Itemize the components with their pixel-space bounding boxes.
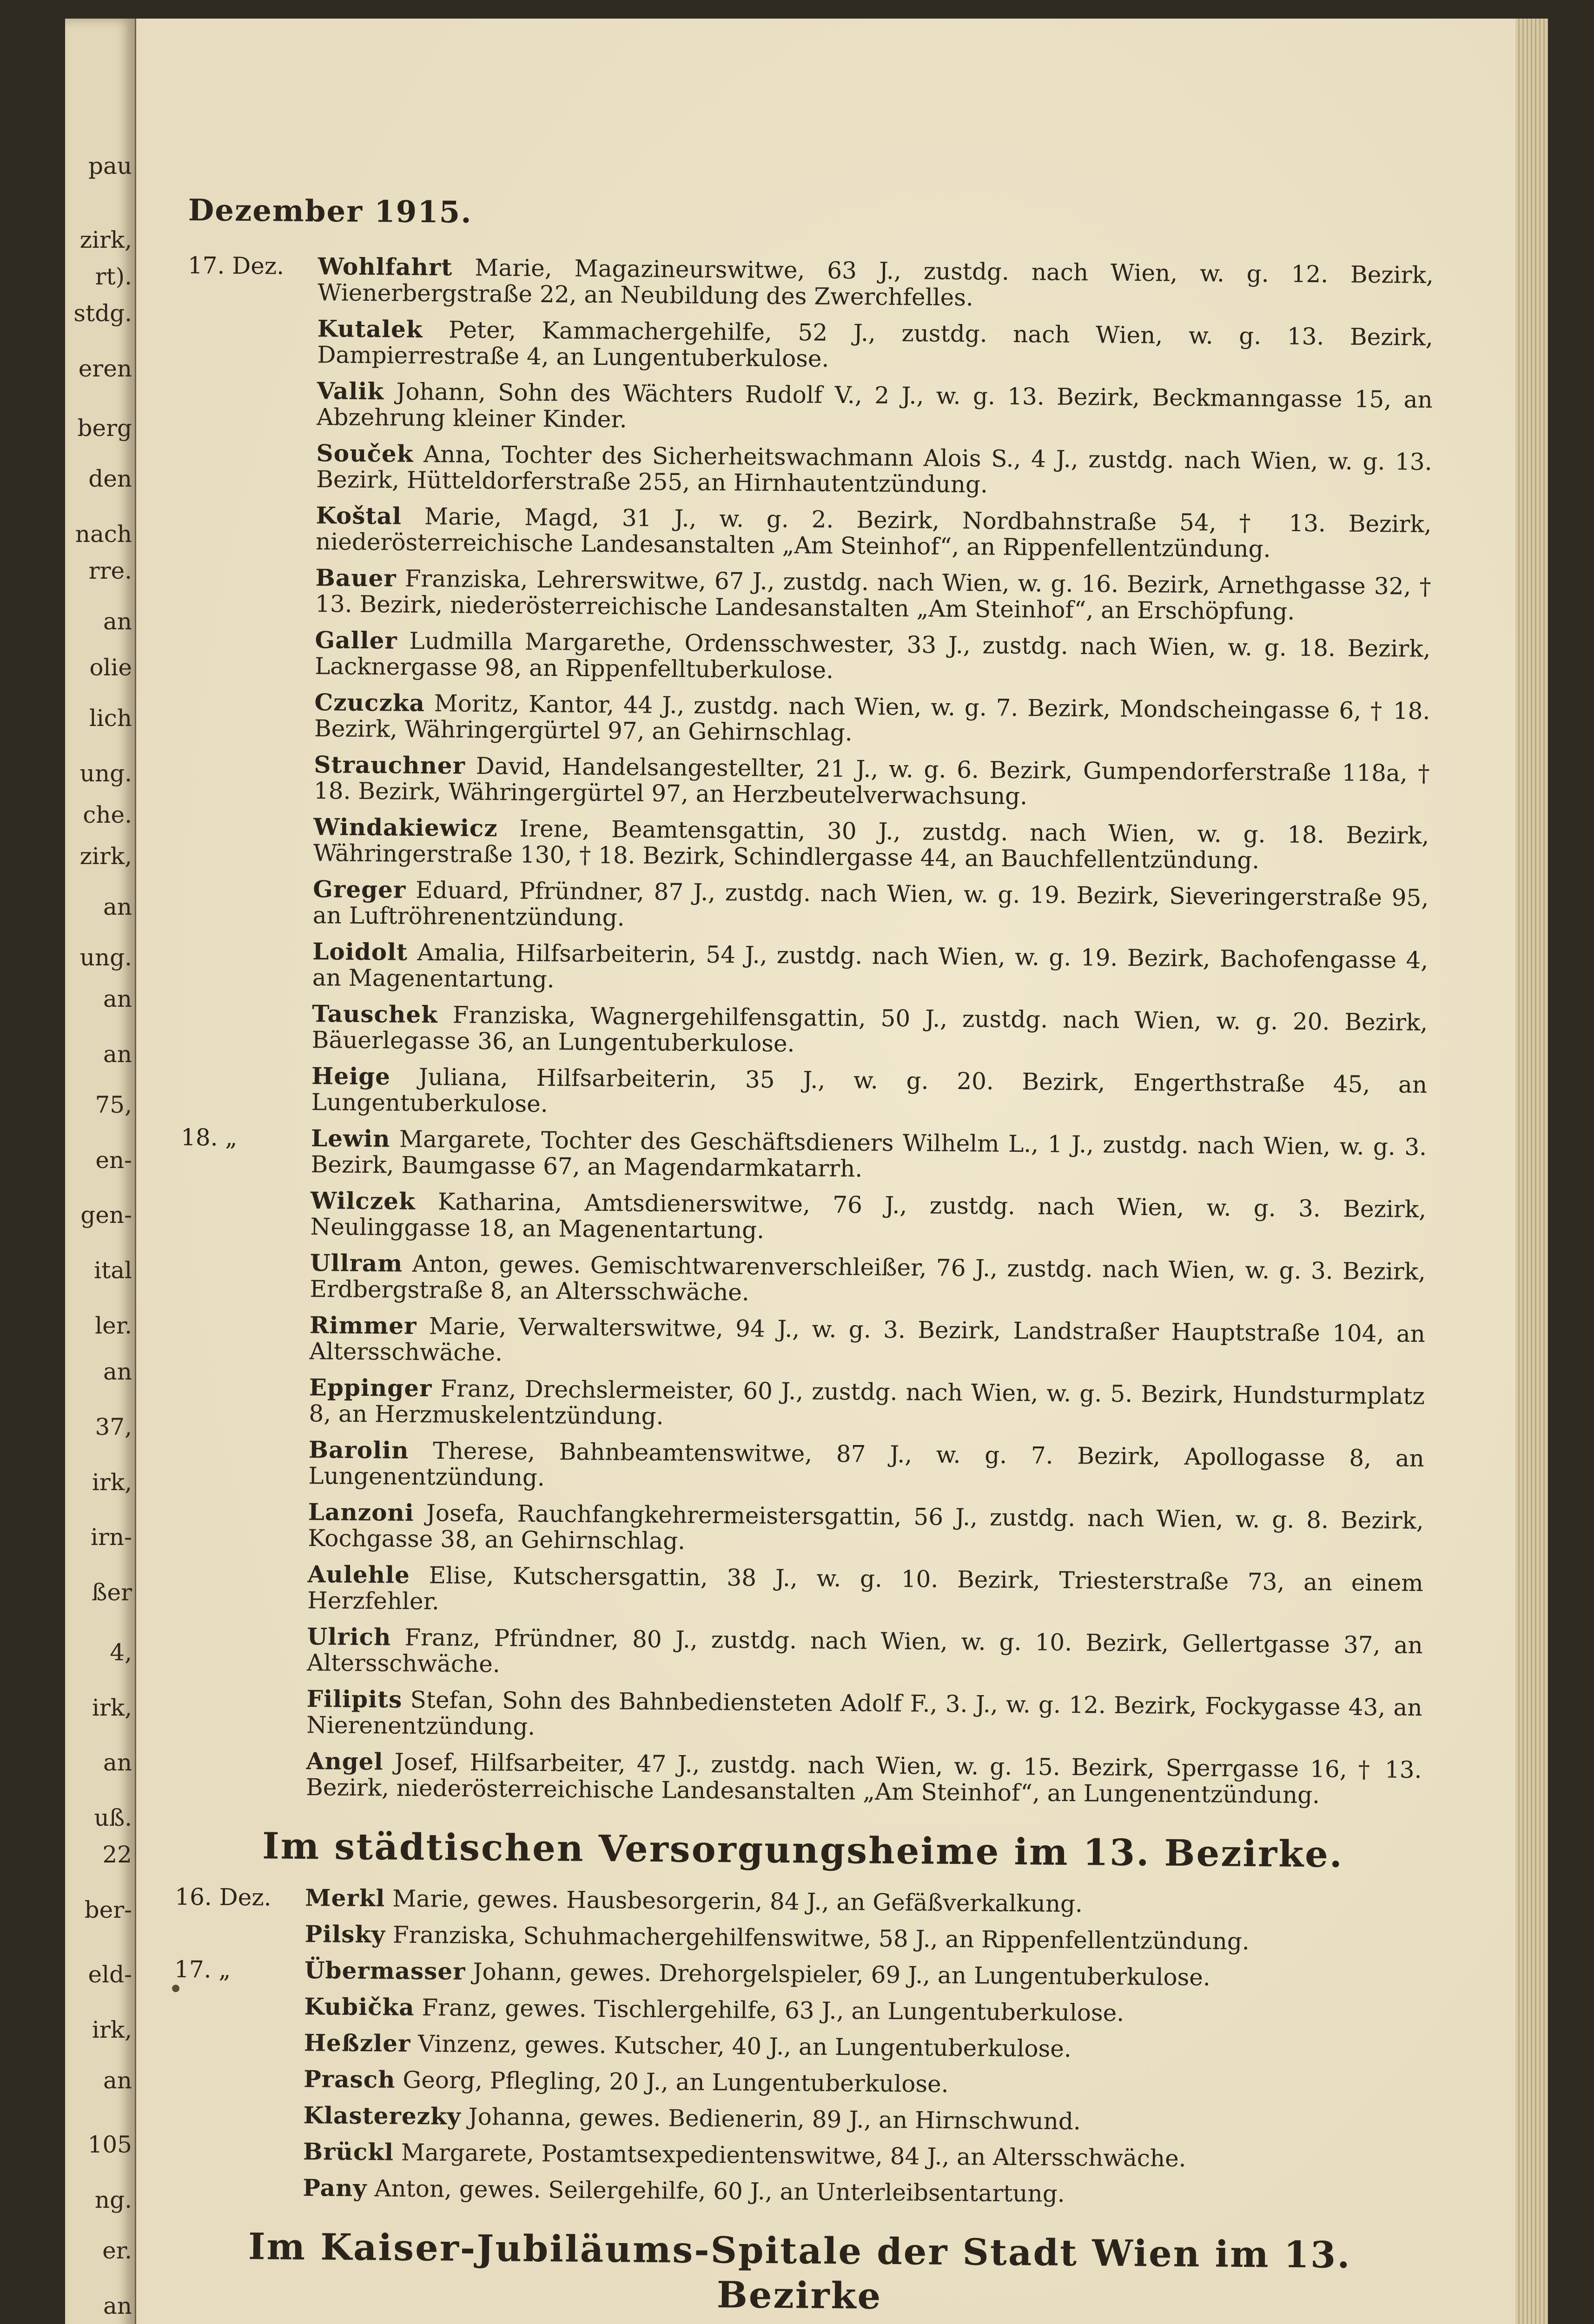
margin-fragment: stdg.: [73, 299, 132, 327]
margin-fragment: ber-: [84, 1896, 132, 1924]
margin-fragment: berg: [77, 415, 132, 442]
entry-date: [174, 2029, 299, 2030]
margin-fragment: olie: [89, 654, 132, 681]
entry-details: Franz, Drechslermeister, 60 J., zustdg. nach Wien, w. g. 5. Bezirk, Hundsturmplatz 8, an Herzmuskelentzündung.: [309, 1375, 1425, 1430]
entry-date: [185, 688, 310, 689]
entry-surname: Valik: [317, 377, 384, 405]
entry-date: [179, 1311, 305, 1312]
entry-details: Therese, Bahnbeamtenswitwe, 87 J., w. g. 7. Bezirk, Apollogasse 8, an Lungenentzündung.: [308, 1437, 1425, 1492]
death-entry: [179, 1311, 1435, 1373]
entry-date: [176, 1747, 302, 1748]
entry-details: Johann, Sohn des Wächters Rudolf V., 2 J., w. g. 13. Bezirk, Beckmanngasse 15, an Abzehrung kleiner Kinder.: [317, 378, 1433, 433]
margin-fragment: 22: [102, 1841, 132, 1868]
margin-fragment: rt).: [95, 263, 132, 290]
margin-fragment: pau: [88, 152, 132, 180]
register-content: [166, 193, 1443, 2324]
entry-details: Marie, Magazineurswitwe, 63 J., zustdg. nach Wien, w. g. 12. Bezirk, Wienerbergstraße 22, an Neubildung des Zwerchfelles.: [317, 254, 1434, 311]
margin-fragment: 105: [87, 2131, 132, 2159]
entry-date: [174, 1993, 300, 1994]
entry-surname: Tauschek: [311, 1000, 438, 1029]
death-entry: [178, 1436, 1434, 1498]
margin-fragment: ler.: [95, 1312, 132, 1339]
entry-date: [173, 2174, 298, 2175]
entry-details: Margarete, Tochter des Geschäftsdieners Wilhelm L., 1 J., zustdg. nach Wien, w. g. 3. Bezirk, Baumgasse 67, an Magendarmkatarrh.: [311, 1125, 1427, 1182]
margin-fragment: ung.: [79, 759, 132, 787]
entry-date: 17. Dez.: [187, 251, 284, 280]
margin-fragment: che.: [83, 801, 132, 828]
death-entry: [186, 377, 1442, 439]
entry-details: Johanna, gewes. Bedienerin, 89 J., an Hirnschwund.: [468, 2103, 1081, 2135]
entry-date: [178, 1498, 304, 1499]
margin-fragment: ng.: [94, 2186, 132, 2213]
death-entry: [183, 875, 1438, 937]
death-entry: [173, 2138, 1428, 2173]
entry-surname: Koštal: [316, 502, 402, 530]
entry-details: Amalia, Hilfsarbeiterin, 54 J., zustdg. nach Wien, w. g. 19. Bezirk, Bachofengasse 4, an Magenentartung.: [312, 938, 1429, 993]
entry-details: Stefan, Sohn des Bahnbediensteten Adolf F., 3. J., w. g. 12. Bezirk, Fockygasse 43, an Nierenentzündung.: [306, 1686, 1422, 1740]
entry-details: Elise, Kutschersgattin, 38 J., w. g. 10. Bezirk, Triesterstraße 73, an einem Herzfehler.: [307, 1562, 1423, 1615]
entry-details: Georg, Pflegling, 20 J., an Lungentuberkulose.: [403, 2066, 949, 2098]
death-entry: [179, 1249, 1435, 1311]
margin-fragment: ßer: [92, 1579, 132, 1606]
entry-details: Juliana, Hilfsarbeiterin, 35 J., w. g. 20. Bezirk, Engerthstraße 45, an Lungentuberkulose.: [311, 1063, 1428, 1118]
entry-surname: Ulrich: [307, 1623, 391, 1651]
entry-date: [182, 1000, 307, 1001]
entry-date: [173, 2101, 299, 2102]
entry-details: Irene, Beamtensgattin, 30 J., zustdg. nach Wien, w. g. 18. Bezirk, Währingerstraße 130, † 18. Bezirk, Schindlergasse 44, an Bauchfellentzündung.: [313, 815, 1429, 874]
death-entry: [187, 252, 1443, 314]
entry-surname: Strauchner: [314, 751, 466, 779]
death-entry: [179, 1373, 1434, 1435]
entry-surname: Filipits: [306, 1685, 403, 1713]
death-entry: [173, 2101, 1428, 2137]
death-entry: [186, 439, 1442, 501]
entry-surname: Souček: [316, 439, 414, 468]
entry-details: Franziska, Lehrerswitwe, 67 J., zustdg. nach Wien, w. g. 16. Bezirk, Arnethgasse 32, † 13. Bezirk, niederösterreichische Landesanstalten „Am Steinhof“, an Erschöpfung.: [315, 565, 1431, 625]
entry-details: Franz, gewes. Tischlergehilfe, 63 J., an Lungentuberkulose.: [422, 1994, 1124, 2027]
margin-fragment: 4,: [110, 1638, 132, 1666]
margin-fragment: zirk,: [79, 226, 132, 253]
sections-container: [166, 252, 1443, 2324]
death-entry: [185, 502, 1441, 563]
entry-details: Vinzenz, gewes. Kutscher, 40 J., an Lungentuberkulose.: [418, 2030, 1072, 2063]
entry-details: Katharina, Amtsdienerswitwe, 76 J., zustdg. nach Wien, w. g. 3. Bezirk, Neulinggasse 18, an Magenentartung.: [310, 1188, 1427, 1244]
death-entry: [174, 1920, 1429, 1956]
margin-fragment: er.: [102, 2237, 132, 2264]
scanned-page: [65, 19, 1548, 2324]
death-entry: [176, 1685, 1432, 1747]
entry-surname: Pany: [303, 2174, 367, 2202]
death-entry: [184, 751, 1439, 812]
entry-date: [185, 626, 311, 627]
death-entry: [180, 1124, 1436, 1186]
entry-details: Franziska, Wagnergehilfensgattin, 50 J., zustdg. nach Wien, w. g. 20. Bezirk, Bäuerlegasse 36, an Lungentuberkulose.: [311, 1001, 1428, 1057]
death-entry: [174, 2029, 1429, 2065]
entry-surname: Aulehle: [307, 1560, 410, 1589]
page-edge-stack: [1515, 19, 1548, 2324]
entry-surname: Rimmer: [309, 1311, 417, 1340]
death-entry: [187, 315, 1442, 376]
death-entry: [176, 1747, 1431, 1809]
entry-date: [187, 315, 313, 316]
page-title: Dezember 1915.: [188, 193, 472, 230]
entry-surname: Prasch: [303, 2065, 396, 2093]
entry-surname: Klasterezky: [303, 2101, 461, 2130]
entry-details: Anton, gewes. Seilergehilfe, 60 J., an Unterleibsentartung.: [374, 2175, 1065, 2207]
death-entry: [182, 938, 1438, 999]
death-entry: [181, 1062, 1437, 1124]
margin-fragment: rre.: [88, 557, 132, 585]
margin-fragment: irk,: [92, 2016, 132, 2043]
entry-surname: Barolin: [308, 1436, 409, 1464]
entry-details: Anna, Tochter des Sicherheitswachmann Alois S., 4 J., zustdg. nach Wien, w. g. 13. Bezirk, Hütteldorferstraße 255, an Hirnhautentzündung.: [316, 440, 1432, 498]
entry-date: [177, 1623, 303, 1624]
margin-fragment: irk,: [92, 1468, 132, 1496]
entry-surname: Bauer: [315, 564, 397, 592]
margin-fragment: irk,: [92, 1694, 132, 1721]
entry-date: [177, 1685, 302, 1686]
margin-fragment: 75,: [95, 1091, 132, 1118]
margin-fragment: eren: [78, 355, 132, 382]
entry-surname: Heßzler: [304, 2029, 411, 2057]
entry-date: [180, 1249, 305, 1250]
margin-fragment: irn-: [91, 1524, 132, 1551]
entry-surname: Angel: [306, 1747, 384, 1776]
entry-surname: Windakiewicz: [313, 813, 498, 842]
entry-details: Marie, Verwalterswitwe, 94 J., w. g. 3. Bezirk, Landstraßer Hauptstraße 104, an Altersschwäche.: [309, 1313, 1426, 1367]
entry-surname: Ullram: [310, 1249, 403, 1277]
entry-details: Peter, Kammachergehilfe, 52 J., zustdg. nach Wien, w. g. 13. Bezirk, Dampierrestraße 4, an Lungentuberkulose.: [317, 316, 1433, 372]
entry-date: [181, 1062, 307, 1063]
margin-fragment: nach: [75, 521, 132, 548]
entry-date: [178, 1560, 303, 1561]
entry-date: [179, 1373, 304, 1374]
entry-details: Franz, Pfründner, 80 J., zustdg. nach Wien, w. g. 10. Bezirk, Gellertgasse 37, an Altersschwäche.: [307, 1624, 1423, 1678]
entry-details: Marie, Magd, 31 J., w. g. 2. Bezirk, Nordbahnstraße 54, † 13. Bezirk, niederösterreichische Landesanstalten „Am Steinhof“, an Rippenfellentzündung.: [315, 503, 1432, 563]
margin-fragment: an: [103, 1358, 132, 1385]
death-entry: [180, 1187, 1435, 1248]
entry-date: [173, 2065, 299, 2066]
margin-fragment: an: [103, 893, 132, 920]
margin-fragment: an: [103, 2067, 132, 2094]
entry-surname: Lanzoni: [308, 1498, 415, 1526]
section-title: Im Kaiser-Jubiläums-Spitale der Stadt Wien im 13. Bezirke: [248, 2225, 1351, 2317]
entry-details: Anton, gewes. Gemischtwarenverschleißer, 76 J., zustdg. nach Wien, w. g. 3. Bezirk, Erdbergstraße 8, an Altersschwäche.: [310, 1250, 1426, 1306]
entry-details: Margarete, Postamtsexpedientenswitwe, 84 J., an Altersschwäche.: [401, 2139, 1186, 2172]
entry-details: Marie, gewes. Hausbesorgerin, 84 J., an Gefäßverkalkung.: [392, 1885, 1083, 1918]
entry-date: 18. „: [180, 1123, 238, 1151]
death-entry: [177, 1623, 1432, 1684]
entry-details: Johann, gewes. Drehorgelspieler, 69 J., an Lungentuberkulose.: [473, 1958, 1211, 1991]
entry-surname: Czuczka: [314, 688, 425, 717]
margin-fragment: an: [103, 1040, 132, 1068]
margin-fragment: 37,: [95, 1413, 132, 1440]
entry-date: [179, 1436, 304, 1437]
entry-surname: Brückl: [303, 2138, 394, 2166]
entry-details: Eduard, Pfründner, 87 J., zustdg. nach Wien, w. g. 19. Bezirk, Sieveringerstraße 95, an Luftröhrenentzündung.: [312, 876, 1429, 931]
entry-date: [185, 564, 311, 565]
entry-details: Josef, Hilfsarbeiter, 47 J., zustdg. nach Wien, w. g. 15. Bezirk, Sperrgasse 16, † 13. Bezirk, niederösterreichische Landesanstalten „Am Steinhof“, an Lungenentzündung.: [305, 1748, 1422, 1809]
entry-surname: Pilsky: [304, 1920, 386, 1948]
entry-details: Ludmilla Margarethe, Ordensschwester, 33 J., zustdg. nach Wien, w. g. 18. Bezirk, Lacknergasse 98, an Rippenfelltuberkulose.: [314, 627, 1431, 684]
entry-surname: Wilczek: [310, 1187, 416, 1215]
death-entry: [185, 626, 1440, 688]
margin-fragment: uß.: [94, 1804, 132, 1832]
entry-surname: Kutalek: [317, 315, 423, 343]
entry-details: Franziska, Schuhmachergehilfenswitwe, 58 J., an Rippenfellentzündung.: [392, 1921, 1250, 1955]
entry-surname: Loidolt: [312, 938, 408, 966]
death-entry: [182, 1000, 1437, 1062]
entry-surname: Galler: [315, 626, 398, 654]
margin-fragment: den: [88, 465, 132, 493]
entry-date: [187, 377, 312, 378]
entry-details: Josefa, Rauchfangkehrermeistersgattin, 56 J., zustdg. nach Wien, w. g. 8. Bezirk, Kochgasse 38, an Gehirnschlag.: [308, 1499, 1424, 1555]
entry-date: [184, 751, 310, 752]
death-entry: [175, 1884, 1430, 1920]
entry-date: [180, 1187, 306, 1188]
entry-date: [183, 875, 309, 876]
margin-fragment: en-: [95, 1146, 132, 1174]
entry-surname: Lewin: [311, 1124, 390, 1153]
entry-surname: Wohlfahrt: [317, 252, 453, 281]
death-entry: [173, 2065, 1429, 2101]
death-entry: [178, 1498, 1433, 1560]
entry-date: [173, 2138, 298, 2139]
margin-fragment: ung.: [79, 944, 132, 971]
section-title: Im städtischen Versorgungsheime im 13. Bezirke.: [262, 1825, 1344, 1876]
death-entry: [174, 1956, 1429, 1992]
entry-date: [186, 439, 312, 440]
death-entry: [185, 564, 1441, 626]
margin-fragment: an: [103, 1749, 132, 1776]
death-entry: [174, 1993, 1429, 2028]
death-entry: [177, 1560, 1433, 1622]
death-entry: [183, 813, 1439, 875]
entry-details: David, Handelsangestellter, 21 J., w. g. 6. Bezirk, Gumpendorferstraße 118a, † 18. Bezirk, Währingergürtel 97, an Herzbeutelverwachsung.: [313, 752, 1430, 810]
margin-fragment: an: [103, 2292, 132, 2319]
margin-fragment: eld-: [88, 1961, 132, 1988]
margin-fragment: gen-: [80, 1202, 132, 1229]
entry-surname: Greger: [313, 875, 406, 904]
margin-fragment: an: [103, 608, 132, 635]
margin-fragment: lich: [89, 705, 132, 732]
entry-details: Moritz, Kantor, 44 J., zustdg. nach Wien, w. g. 7. Bezirk, Mondscheingasse 6, † 18. Bezirk, Währingergürtel 97, an Gehirnschlag.: [314, 690, 1430, 746]
margin-fragment: zirk,: [79, 843, 132, 870]
left-page-margin: [65, 19, 136, 2324]
entry-date: [184, 813, 309, 814]
entry-date: 16. Dez.: [175, 1883, 271, 1911]
entry-surname: Übermasser: [304, 1956, 466, 1985]
entry-date: 17. „: [174, 1955, 231, 1983]
entry-surname: Kubička: [304, 1993, 415, 2021]
death-entry: [184, 688, 1440, 750]
margin-fragment: ital: [94, 1257, 132, 1284]
margin-fragment: an: [103, 985, 132, 1012]
entry-surname: Heige: [311, 1062, 391, 1090]
entry-surname: Merkl: [305, 1884, 385, 1912]
entry-date: [175, 1920, 300, 1921]
entry-surname: Eppinger: [309, 1373, 432, 1402]
death-entry: [172, 2174, 1428, 2210]
